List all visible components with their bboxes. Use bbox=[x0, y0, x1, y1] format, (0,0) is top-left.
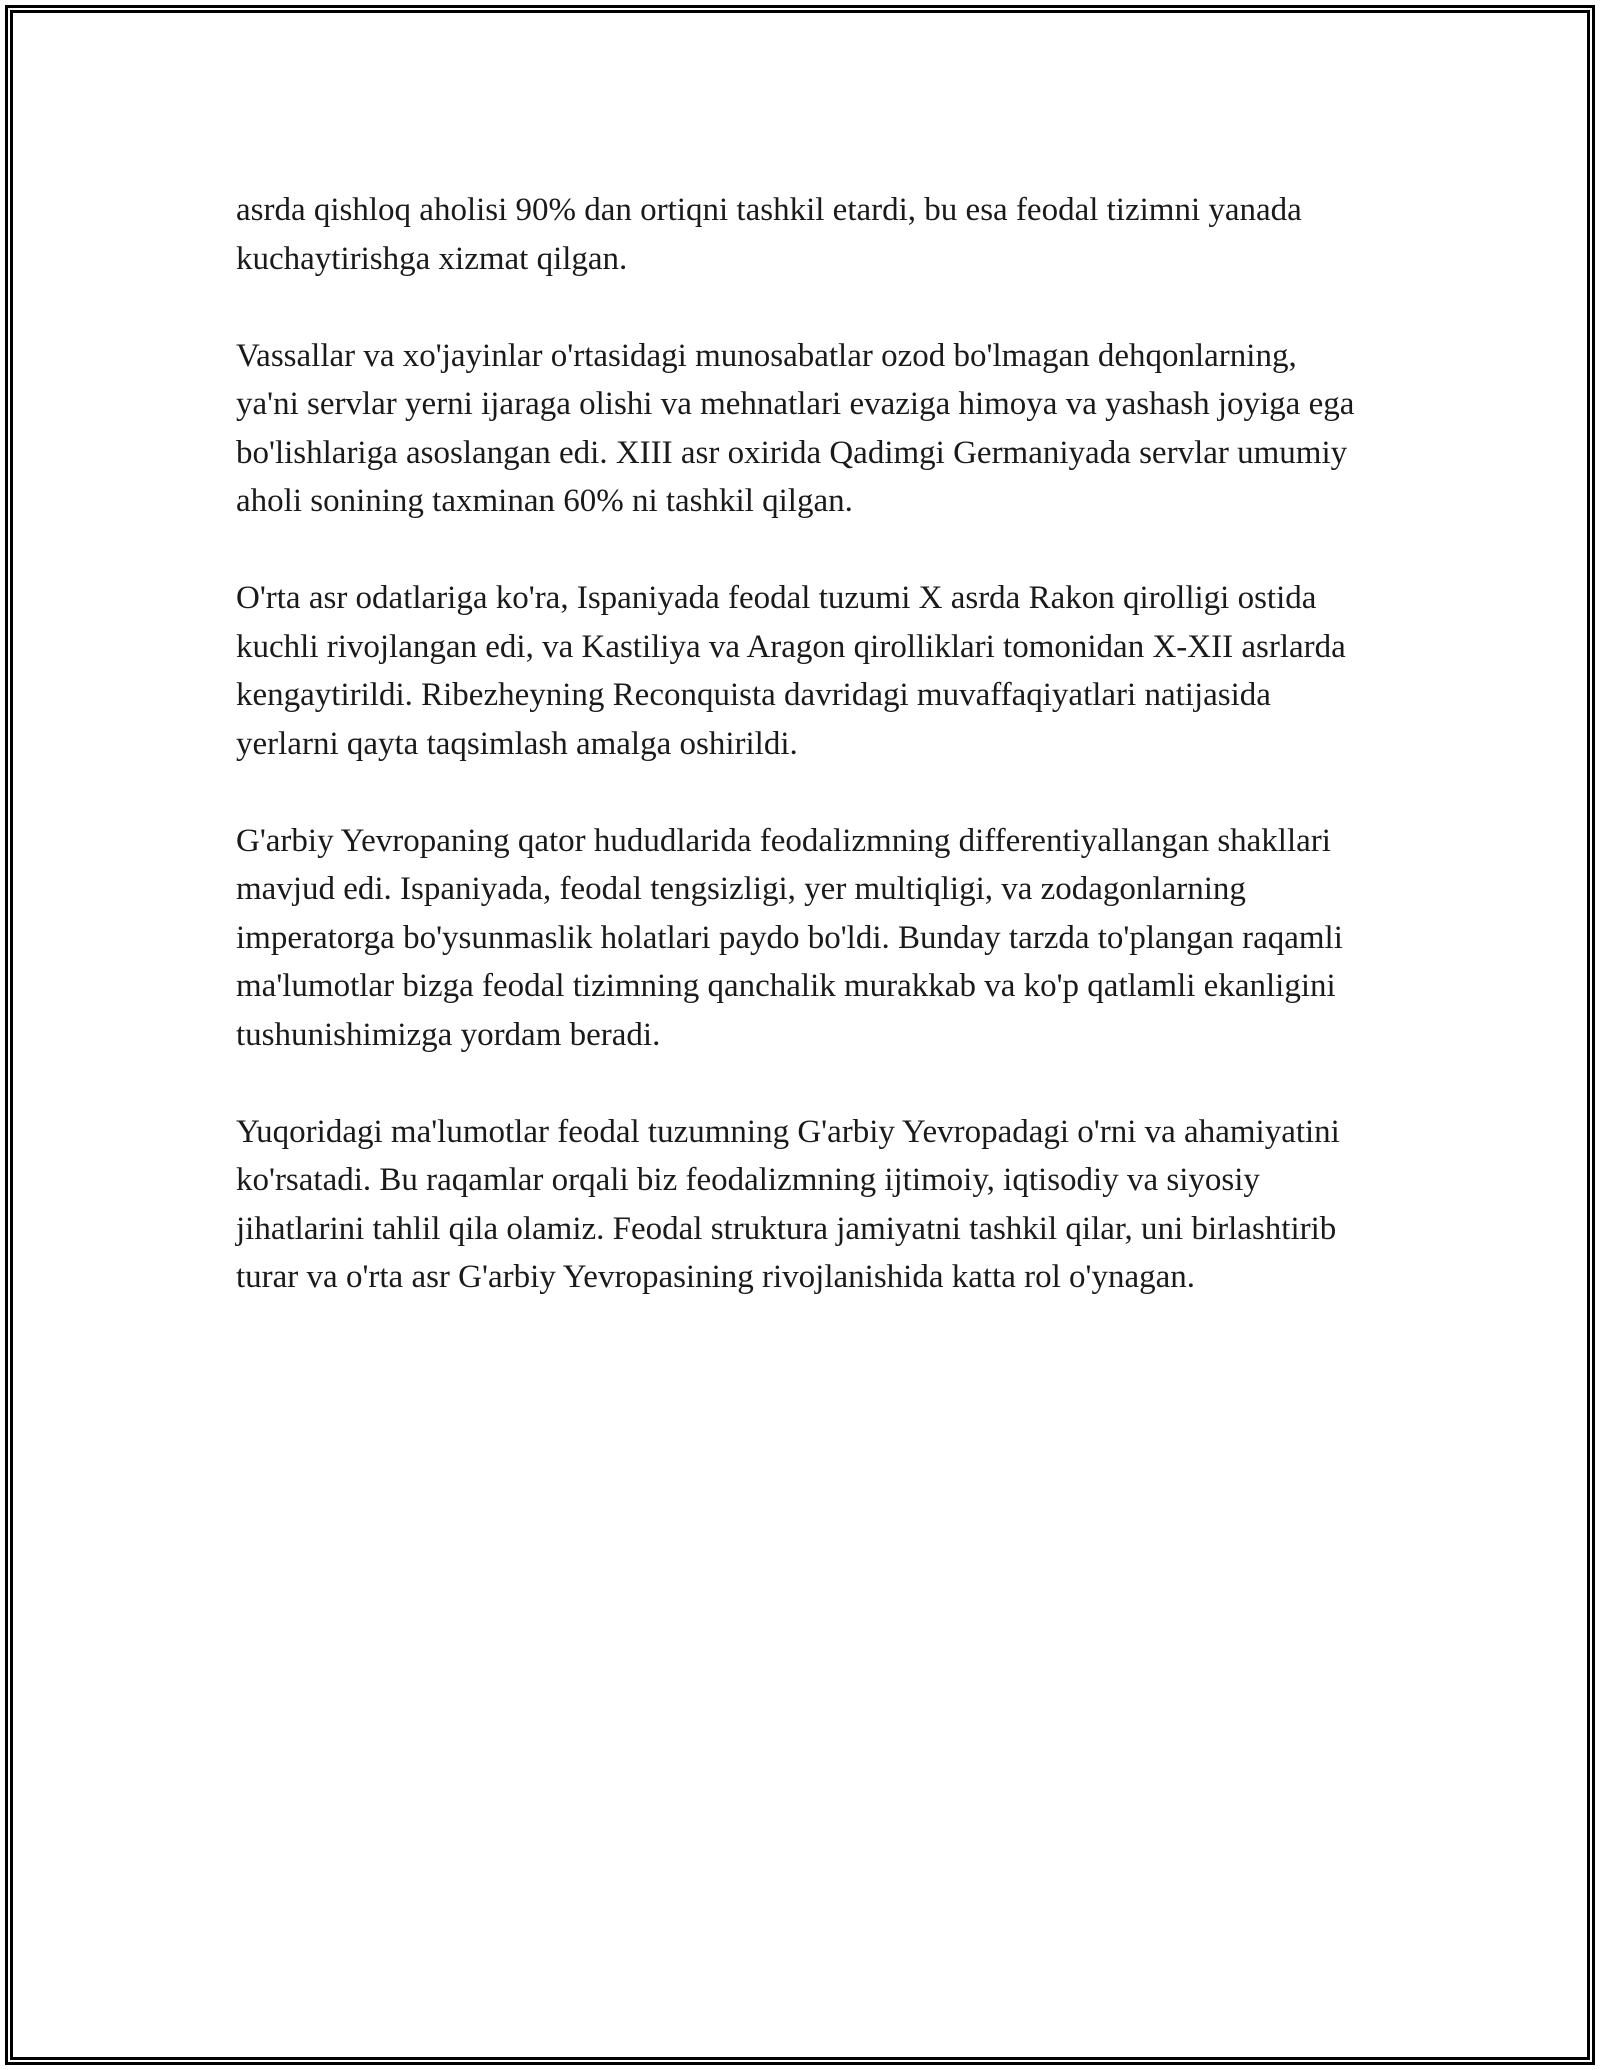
paragraph: asrda qishloq aholisi 90% dan ortiqni tashkil etardi, bu esa feodal tizimni yanada kuchaytirishga xizmat qilgan. bbox=[236, 192, 1302, 277]
paragraph: O'rta asr odatlariga ko'ra, Ispaniyada feodal tuzumi X asrda Rakon qirolligi ostida kuchli rivojlangan edi, va Kastiliya va Aragon qirolliklari tomonidan X-XII asrlarda kengaytirildi. Ribezheyning Reconquista davridagi muvaffaqiyatlari natijasida yerlarni qayta taqsimlash amalga oshirildi. bbox=[236, 580, 1346, 762]
paragraph: Vassallar va xo'jayinlar o'rtasidagi munosabatlar ozod bo'lmagan dehqonlarning, ya'ni servlar yerni ijaraga olishi va mehnatlari evaziga himoya va yashash joyiga ega bo'lishlariga asoslangan edi. XIII asr oxirida Qadimgi Germaniyada servlar umumiy aholi sonining taxminan 60% ni tashkil qilgan. bbox=[236, 337, 1355, 519]
paragraph: G'arbiy Yevropaning qator hududlarida feodalizmning differentiyallangan shakllari mavjud edi. Ispaniyada, feodal tengsizligi, yer multiqligi, va zodagonlarning imperatorga bo'ysunmaslik holatlari paydo bo'ldi. Bunday tarzda to'plangan raqamli ma'lumotlar bizga feodal tizimning qanchalik murakkab va ko'p qatlamli ekanligini tushunishimizga yordam beradi. bbox=[236, 822, 1343, 1053]
paragraph: Yuqoridagi ma'lumotlar feodal tuzumning G'arbiy Yevropadagi o'rni va ahamiyatini ko'rsatadi. Bu raqamlar orqali biz feodalizmning ijtimoiy, iqtisodiy va siyosiy jihatlarini tahlil qila olamiz. Feodal struktura jamiyatni tashkil qilar, uni birlashtirib turar va o'rta asr G'arbiy Yevropasining rivojlanishida katta rol o'ynagan. bbox=[236, 1113, 1340, 1295]
document-body bbox=[236, 186, 1366, 1350]
